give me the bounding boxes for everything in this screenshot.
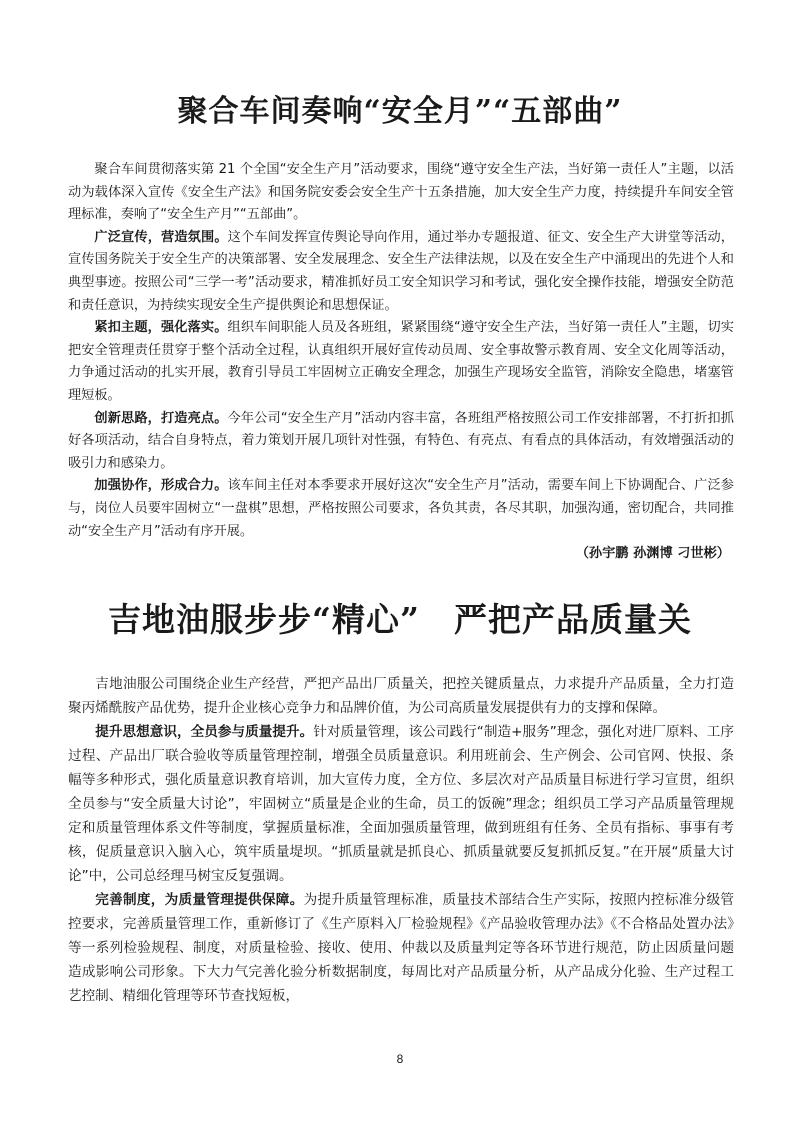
article-1-section [68, 475, 734, 543]
article-1-byline: （孙宇鹏 孙渊博 刁世彬） [575, 546, 730, 562]
article-2-section [68, 888, 734, 1008]
article-1-section [68, 227, 734, 317]
section-text: 针对质量管理，该公司践行“制造+服务”理念，强化对进厂原料、工序过程、产品出厂联合验收等质量管理控制，增强全员质量意识。利用班前会、生产例会、公司官网、快报、条幅等多种形式，强化质量意识教育培训，加大宣传力度，全方位、多层次对产品质量目标进行学习宣贯，组织全员参与“安全质量大讨论”，牢固树立“质量是企业的生命，员工的饭碗”理念；组织员工学习产品质量管理规定和质量管理体系文件等制度，掌握质量标准，全面加强质量管理，做到班组有任务、全员有指标、事事有考核，促质量意识入脑入心，筑牢质量堤坝。“抓质量就是抓良心、抓质量就要反复抓抓反复。”在开展“质量大讨论”中，公司总经理马树宝反复强调。 [68, 724, 734, 884]
article-1-body [68, 159, 734, 566]
section-text: 今年公司“安全生产月”活动内容丰富，各班组严格按照公司工作安排部署，不打折扣抓好各项活动，结合自身特点，着力策划开展几项针对性强，有特色、有亮点、有看点的具体活动，有效增强活动的吸引力和感染力。 [68, 410, 734, 471]
section-text: 该车间主任对本季要求开展好这次“安全生产月”活动，需要车间上下协调配合、广泛参与，岗位人员要牢固树立“一盘棋”思想，严格按照公司要求，各负其责，各尽其职，加强沟通，密切配合，共同推动“安全生产月”活动有序开展。 [68, 478, 734, 539]
section-heading: 加强协作，形成合力。 [94, 478, 228, 494]
section-heading: 提升思想意识，全员参与质量提升。 [95, 724, 314, 740]
article-2-intro: 吉地油服公司围绕企业生产经营，严把产品出厂质量关，把控关键质量点，力求提升产品质量，全力打造聚丙烯酰胺产品优势，提升企业核心竞争力和品牌价值，为公司高质量发展提供有力的支撑和保障。 [68, 676, 734, 716]
section-heading: 广泛宣传，营造氛围。 [94, 229, 228, 245]
section-text: 这个车间发挥宣传舆论导向作用，通过举办专题报道、征文、安全生产大讲堂等活动，宣传国务院关于安全生产的决策部署、安全发展理念、安全生产法律法规，以及在安全生产中涌现出的先进个人和典型事迹。按照公司“三学一考”活动要求，精准抓好员工安全知识学习和考试，强化安全操作技能，增强安全防范和责任意识，为持续实现安全生产提供舆论和思想保证。 [68, 229, 734, 313]
article-2-section [68, 720, 734, 888]
article-1-intro: 聚合车间贯彻落实第 21 个全国“安全生产月”活动要求，围绕“遵守安全生产法，当好第一责任人”主题，以活动为载体深入宣传《安全生产法》和国务院安委会安全生产十五条措施，加大安全生产力度，持续提升车间安全管理标准，奏响了“安全生产月”“五部曲”。 [68, 162, 734, 223]
article-2-body [68, 672, 734, 1008]
article-1-section [68, 317, 734, 407]
section-heading: 创新思路，打造亮点。 [94, 410, 228, 426]
section-heading: 紧扣主题，强化落实。 [94, 320, 228, 336]
page-number: 8 [396, 1052, 404, 1066]
section-heading: 完善制度，为质量管理提供保障。 [95, 892, 304, 908]
article-1-section [68, 408, 734, 476]
section-text: 为提升质量管理标准，质量技术部结合生产实际，按照内控标准分级管控要求，完善质量管理工作，重新修订了《生产原料入厂检验规程》《产品验收管理办法》《不合格品处置办法》等一系列检验规程、制度，对质量检验、接收、使用、仲裁以及质量判定等各环节进行规范，防止因质量问题造成影响公司形象。下大力气完善化验分析数据制度，每周比对产品质量分析，从产品成分化验、生产过程工艺控制、精细化管理等环节查找短板， [68, 892, 734, 1004]
article-2-title: 吉地油服步步“精心” 严把产品质量关 [108, 600, 692, 639]
article-1-title: 聚合车间奏响“安全月”“五部曲” [177, 94, 623, 129]
section-text: 组织车间职能人员及各班组，紧紧围绕“遵守安全生产法，当好第一责任人”主题，切实把安全管理责任贯穿于整个活动全过程，认真组织开展好宣传动员周、安全事故警示教育周、安全文化周等活动，力争通过活动的扎实开展，教育引导员工牢固树立正确安全理念，加强生产现场安全监管，消除安全隐患，堵塞管理短板。 [68, 320, 734, 403]
